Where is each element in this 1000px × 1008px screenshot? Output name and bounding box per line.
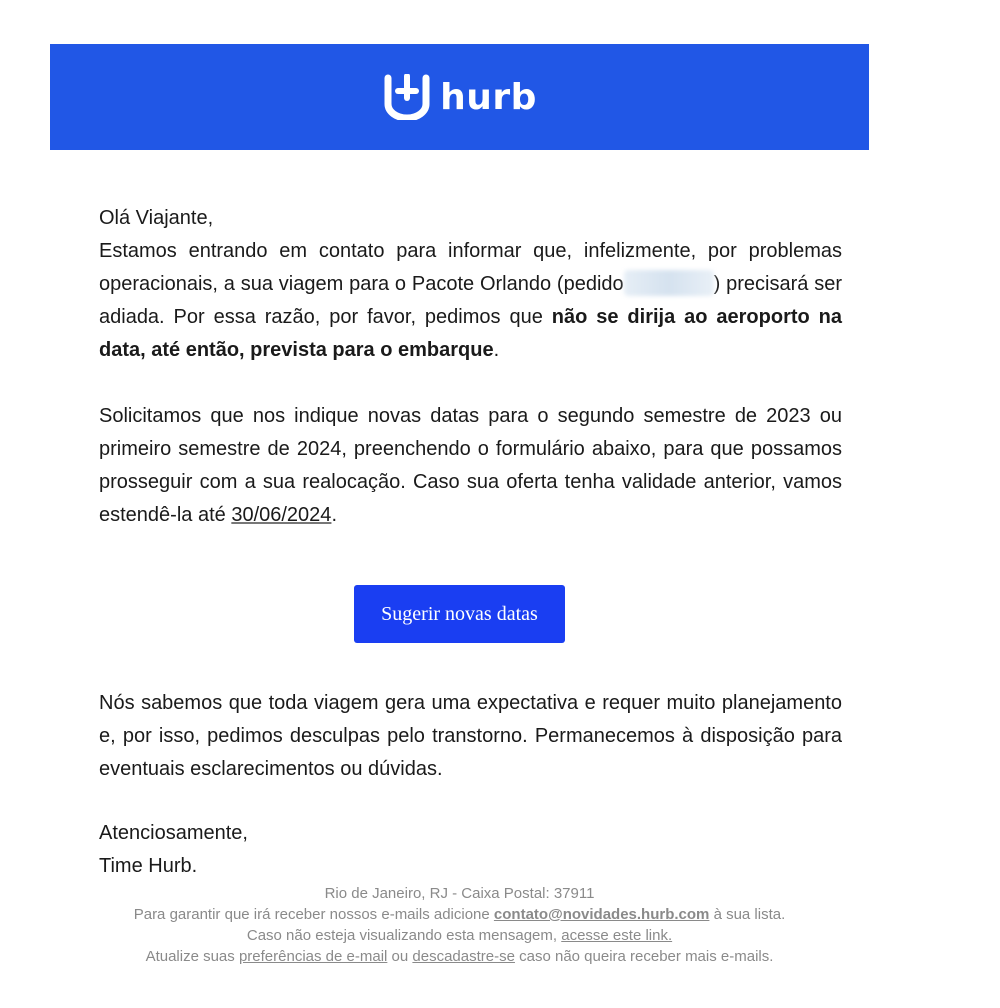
message-body-continued [99,687,842,786]
footer-safelist-suffix: à sua lista. [713,906,786,923]
paragraph-postponement [99,235,842,367]
paragraph-request-text: Solicitamos que nos indique novas datas para o segundo semestre de 2023 ou primeiro semestre de 2024, preenchendo o formulário abaixo, para que possamos prosseguir com a sua realocação. Caso sua oferta tenha validade anterior, vamos estendê-la até [99,405,842,526]
footer-safelist [0,904,919,925]
footer-safelist-text: Para garantir que irá receber nossos e-mails adicione [133,906,490,923]
paragraph-apology: Nós sabemos que toda viagem gera uma expectativa e requer muito planejamento e, por isso, pedimos desculpas pelo transtorno. Permanecemos à disposição para eventuais esclarecimentos ou dúvidas. [99,692,842,780]
airport-warning: não se dirija ao aeroporto na data, até então, prevista para o embarque [99,306,842,361]
unsubscribe-link[interactable]: descadastre-se [412,948,515,965]
period: . [493,339,500,361]
footer-view-online-text: Caso não esteja visualizando esta mensagem, [246,927,558,944]
order-number-redacted [624,270,714,296]
period: . [331,504,337,526]
greeting: Olá Viajante, [99,207,214,229]
validity-date: 30/06/2024 [231,504,332,526]
message-body [99,202,842,532]
sender-email-link[interactable]: contato@novidades.hurb.com [493,906,710,923]
hurb-logo[interactable] [382,74,537,120]
paragraph-request-dates [99,400,842,532]
email-preferences-link[interactable]: preferências de e-mail [238,948,388,965]
signoff [99,817,248,883]
closing: Atenciosamente, [99,822,248,844]
paragraph-after-order: ) precisará ser adiada. Por essa razão, por favor, pedimos que [99,273,842,328]
paragraph-intro: Estamos entrando em contato para informar que, infelizmente, por problemas operacionais, a sua viagem para o Pacote Orlando (pedido [99,240,842,295]
suggest-dates-button[interactable]: Sugerir novas datas [354,585,565,643]
footer-view-online [0,925,919,946]
footer-or: ou [391,948,409,965]
signature: Time Hurb. [99,855,198,877]
footer-address: Rio de Janeiro, RJ - Caixa Postal: 37911 [324,885,595,902]
footer-preferences [0,946,919,967]
footer-preferences-suffix: caso não queira receber mais e-mails. [519,948,774,965]
brand-name: hurb [440,76,537,118]
hurb-smile-icon [382,74,432,120]
view-online-link[interactable]: acesse este link. [561,927,673,944]
email-header [50,44,869,150]
email-footer [0,883,919,967]
footer-preferences-text: Atualize suas [145,948,235,965]
